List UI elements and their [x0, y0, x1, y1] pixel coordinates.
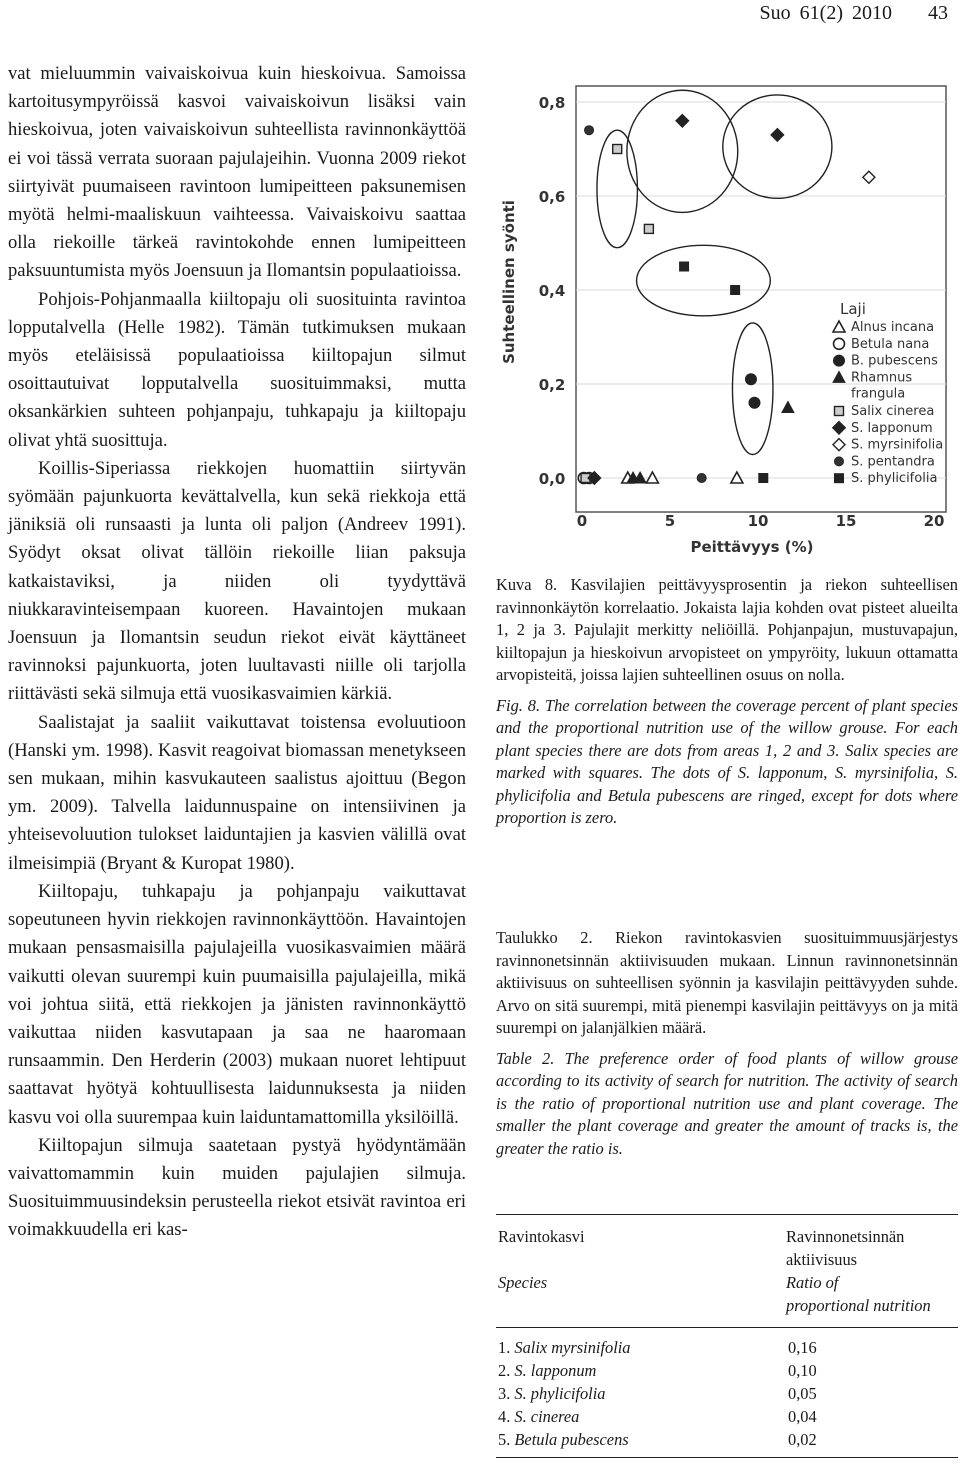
data-point	[644, 224, 653, 233]
figure-caption-fi: Kuva 8. Kasvilajien peittävyysprosentin ja riekon suhteellisen ravinnonkäytön korrelaatio. Jokaista lajia kohden ovat pisteet alueilta 1, 2 ja 3. Pajulajit merkitty neliöillä. Pohjanpajun, mustuvapajun, kiiltopajun ja hieskoivun arvopisteet on ympyröity, lukuun ottamatta arvopisteitä, joissa lajien suhteellinen osuus on nolla.	[496, 575, 958, 684]
legend-marker	[835, 407, 844, 416]
col2-en-2: proportional nutrition	[786, 1296, 931, 1315]
paragraph-2: Pohjois-Pohjanmaalla kiiltopaju oli suosituinta ravintoa lopputalvella (Helle 1982). Tämän tutkimuksen mukaan myös eteläisissä populaatioissa kiiltopajun silmut osoittautuivat lopputalvella suosituimmaksi, mutta oksankärkien suhteen pohjanpaju, tuhkapaju ja kiiltopaju olivat yhtä suosittuja.	[8, 288, 466, 451]
x-tick-labels	[577, 512, 945, 530]
col1-en: Species	[498, 1273, 548, 1292]
data-point	[759, 474, 768, 483]
ratio-header	[786, 1225, 960, 1317]
legend-label: Salix cinerea	[851, 404, 935, 419]
row-num: 3.	[498, 1384, 511, 1403]
figure-caption-en: Fig. 8. The correlation between the coverage percent of plant species and the proportional nutrition use of the willow grouse. For each plant species there are dots from areas 1, 2 and 3. Salix species are marked with squares. The dots of S. lapponum, S. myrsinifolia, S. phylicifolia and Betula pubescens are ringed, except for dots where proportion is zero.	[496, 695, 958, 827]
col1-fi: Ravintokasvi	[498, 1227, 585, 1246]
row-species: Salix myrsinifolia	[514, 1338, 631, 1357]
row-value: 0,02	[788, 1430, 817, 1449]
species-header	[498, 1225, 758, 1294]
x-tick-label: 20	[923, 512, 945, 530]
data-point	[613, 145, 622, 154]
legend-label: B. pubescens	[851, 353, 938, 369]
legend-marker	[835, 474, 844, 483]
data-point	[585, 126, 594, 135]
row-value: 0,04	[788, 1407, 817, 1426]
journal-info: Suo 61(2) 2010	[759, 2, 892, 24]
page-header	[724, 2, 948, 25]
data-point	[731, 286, 740, 295]
table-row	[496, 1382, 958, 1405]
legend-label: Betula nana	[851, 336, 930, 352]
table-header	[496, 1215, 958, 1327]
row-species: S. cinerea	[514, 1407, 580, 1426]
legend-label: S. lapponum	[851, 420, 933, 436]
data-point	[749, 397, 760, 408]
paragraph-4: Saalistajat ja saaliit vaikuttavat toistensa evoluutioon (Hanski ym. 1998). Kasvit reagoivat biomassan menetykseen sen mukaan, mihin kasvukauteen saalistus ajoittuu (Begon ym. 2009). Talvella laidunnuspaine on intensiivinen ja yhteisevoluution tulokset laiduntajien ja kasvien välillä ovat ilmeisimpiä (Bryant & Kuropat 1980).	[8, 711, 466, 874]
x-tick-label: 5	[664, 512, 676, 530]
table-row	[496, 1405, 958, 1428]
figure-8-chart	[492, 80, 960, 570]
preference-table	[496, 1214, 958, 1458]
data-point	[745, 374, 756, 385]
y-tick-label: 0,8	[538, 94, 566, 112]
row-num: 5.	[498, 1430, 511, 1449]
table-bottom-rule	[496, 1457, 958, 1458]
legend-marker	[834, 338, 845, 349]
legend-title: Laji	[840, 300, 866, 318]
table-row	[496, 1428, 958, 1451]
x-tick-label: 0	[576, 512, 588, 530]
paragraph-6: Kiiltopajun silmuja saatetaan pystyä hyödyntämään vaivattomammin kuin muiden pajulajien silmuja. Suosituimmuusindeksin perusteella riekot etsivät ravintoa eri voimakkuudella eri kas-	[8, 1134, 466, 1241]
legend-label: S. phylicifolia	[851, 471, 938, 487]
page-number: 43	[928, 2, 948, 24]
paragraph-1: vat mieluummin vaivaiskoivua kuin hieskoivua. Samoissa kartoitusympyröissä kasvoi vaivaiskoivun lisäksi vain hieskoivua, joten vaivaiskoivun suhteellista ravinnonkäyttöä ei voi tässä verrata suoraan pajulajeihin. Vuonna 2009 riekot siirtyivät puumaiseen ravintoon lumipeitteen paksunemisen myötä helmi-maaliskuun vaihteessa. Vaivaiskoivu saattaa olla riekoille tärkeä ravintokohde ennen lumipeitteen paksuuntumista myös Joensuun ja Ilomantsin populaatioissa.	[8, 63, 466, 282]
scatter-plot	[492, 80, 960, 570]
legend-marker	[834, 355, 845, 366]
y-tick-label: 0,2	[538, 376, 566, 394]
left-column	[8, 60, 466, 1245]
legend-label: Alnus incana	[851, 320, 935, 335]
table-caption-en: Table 2. The preference order of food plants of willow grouse according to its activity of search for nutrition. The activity of search is the ratio of proportional nutrition use and plant coverage. The smaller the plant coverage and greater the amount of tracks is, the greater the ratio is.	[496, 1048, 958, 1158]
row-species: S. lapponum	[514, 1361, 597, 1380]
col2-en-1: Ratio of	[786, 1273, 839, 1292]
row-num: 2.	[498, 1361, 511, 1380]
row-num: 1.	[498, 1338, 511, 1357]
table-caption-fi: Taulukko 2. Riekon ravintokasvien suosituimmuusjärjestys ravinnonetsinnän aktiivisuuden mukaan. Linnun ravinnonetsinnän aktiivisuus on suhteellisen syönnin ja kasvilajin peittävyyden suhde. Arvo on sitä suurempi, mitä pienempi kasvilajin peittävyys on ja mitä suurempi on jalanjälkien määrä.	[496, 928, 958, 1037]
legend-label	[851, 370, 912, 401]
y-tick-label: 0,6	[538, 188, 566, 206]
row-species: S. phylicifolia	[514, 1384, 606, 1403]
y-axis-label: Suhteellinen syönti	[500, 200, 518, 364]
data-point	[680, 262, 689, 271]
row-num: 4.	[498, 1407, 511, 1426]
legend-label: S. myrsinifolia	[851, 437, 944, 453]
col2-fi-1: Ravinnonetsinnän	[786, 1227, 905, 1246]
table-caption	[496, 927, 958, 1160]
col2-fi-2: aktiivisuus	[786, 1250, 858, 1269]
table-row	[496, 1359, 958, 1382]
x-axis-label: Peittävyys (%)	[690, 538, 814, 556]
legend-marker	[835, 457, 844, 466]
figure-caption	[496, 574, 958, 830]
y-tick-label: 0,4	[538, 282, 566, 300]
table-body	[496, 1328, 958, 1457]
table-row	[496, 1336, 958, 1359]
row-species: Betula pubescens	[514, 1430, 629, 1449]
row-value: 0,10	[788, 1361, 817, 1380]
paragraph-3: Koillis-Siperiassa riekkojen huomattiin siirtyvän syömään pajunkuorta kevättalvella, kun sekä riekkoja että jäniksiä oli runsaasti ja lunta oli paljon (Andreev 1991). Syödyt oksat olivat tällöin riekoille liian paksuja katkaistaviksi, ja niiden oli tyydyttävä niukkaravinteisempaan kuoreen. Havaintojen mukaan Joensuun ja Ilomantsin seudun riekot eivät käyttäneet ravinnoksi pajunkuorta, joten luultavasti niille oli tarjolla riittävästi sekä silmuja että vuosikasvaimien kärkiä.	[8, 457, 466, 705]
x-tick-label: 10	[747, 512, 769, 530]
data-point	[697, 474, 706, 483]
legend-label: S. pentandra	[851, 454, 935, 470]
row-value: 0,16	[788, 1338, 817, 1357]
y-tick-label: 0,0	[538, 470, 566, 488]
x-tick-label: 15	[835, 512, 857, 530]
legend-label-part: frangula	[851, 386, 906, 402]
legend-label-part: Rhamnus	[851, 370, 913, 386]
row-value: 0,05	[788, 1384, 817, 1403]
col1-spacer	[498, 1248, 758, 1271]
y-tick-labels	[539, 94, 566, 488]
paragraph-5: Kiiltopaju, tuhkapaju ja pohjanpaju vaikuttavat sopeutuneen hyvin riekkojen ravinnonkäyttöön. Havaintojen mukaan pensasmaisilla pajulajeilla vuosikasvaimien määrä vaikutti olevan suurempi kuin puumaisilla pajulajeilla, mikä voi johtua siitä, että riekkojen ja jänisten ravinnonkäyttö vaikuttaa niiden kasvutapaan ja saa ne haaromaan runsaammin. Den Herderin (2003) mukaan nuoret lehtipuut saattavat hyötyä kohtuullisesta laidunnuksesta ja niiden kasvu voi olla suurempaa kuin laiduntamattomilla yksilöillä.	[8, 880, 466, 1128]
